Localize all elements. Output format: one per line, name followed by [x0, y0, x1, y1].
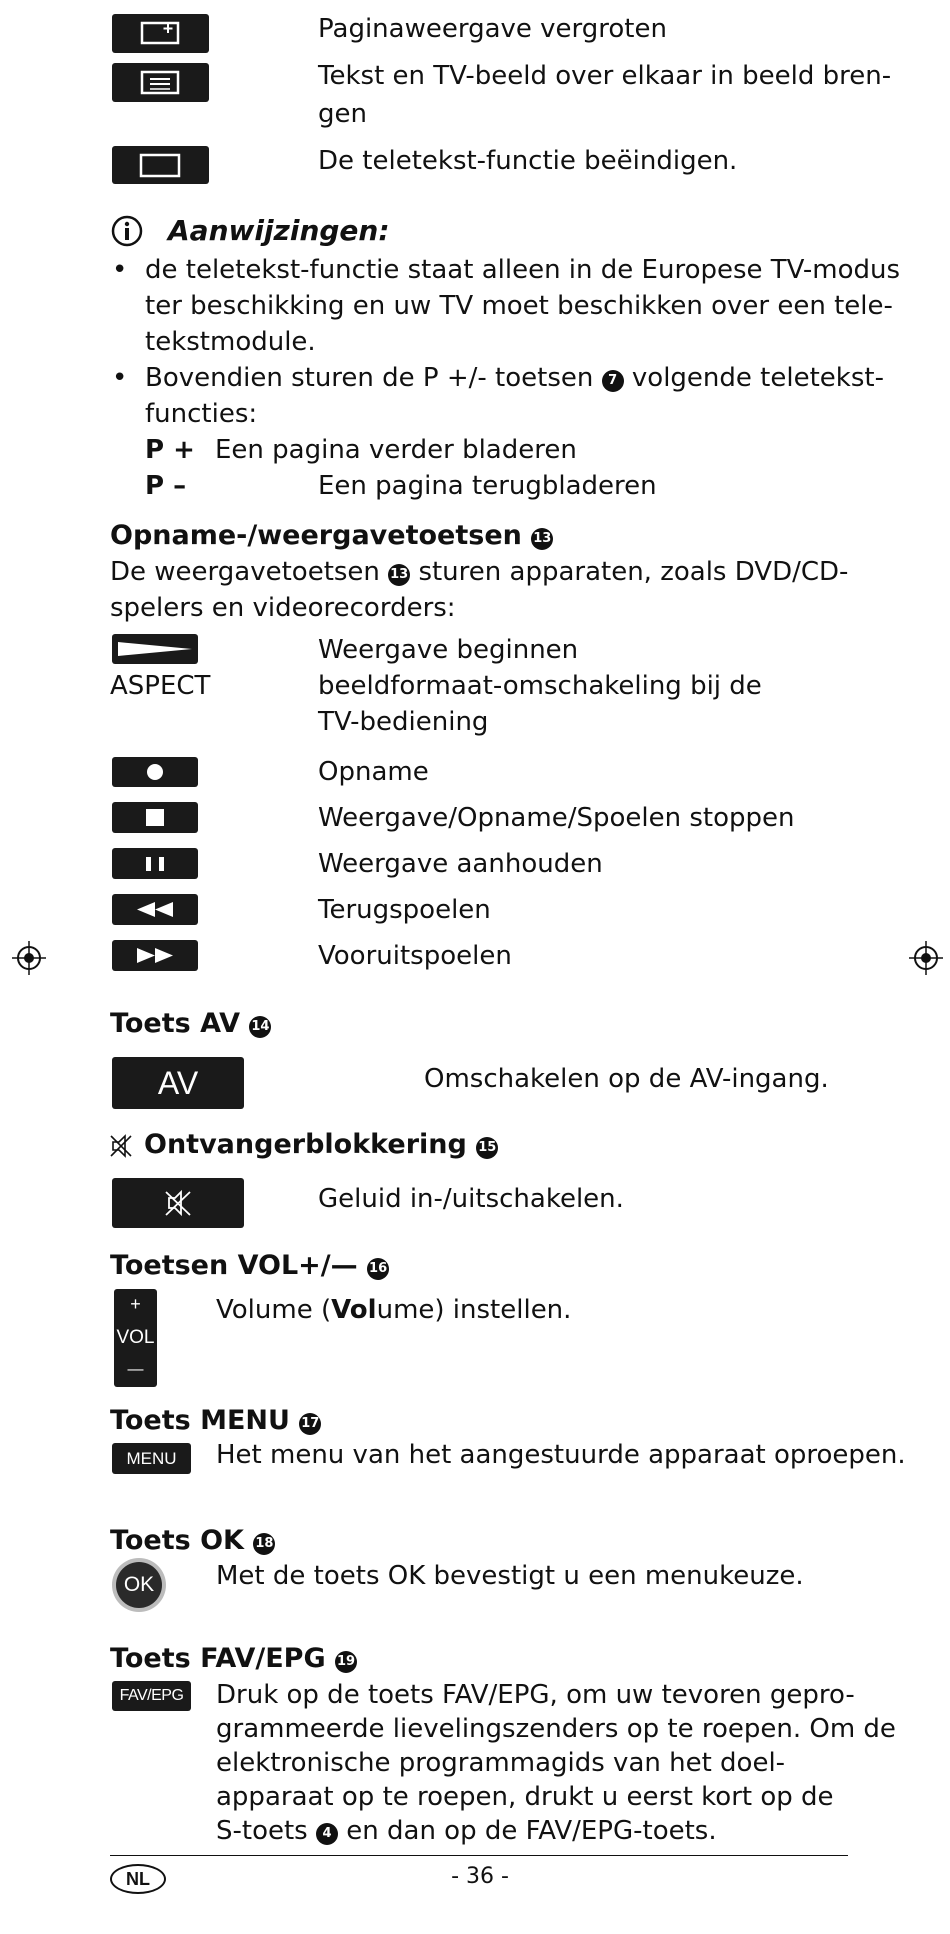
fast-forward-icon: [112, 940, 198, 971]
aspect-desc-line2: TV-bediening: [318, 707, 489, 737]
fast-forward-button[interactable]: [112, 940, 198, 971]
notes-bullet1-line1: de teletekst-functie staat alleen in de Europese TV-modus: [145, 255, 901, 285]
vol-heading: [110, 1248, 389, 1284]
notes-bullet1-line3: tekstmodule.: [145, 327, 316, 357]
tv-screen-icon: [112, 146, 209, 184]
playback-intro-text-a: De weergavetoetsen: [110, 557, 380, 587]
mute-button[interactable]: [112, 1178, 244, 1228]
fav-heading-text: Toets FAV/EPG: [110, 1643, 326, 1674]
vol-desc-b: ume) instellen.: [376, 1295, 572, 1325]
ref-number-badge: 4: [316, 1823, 338, 1845]
playback-intro-line2: spelers en videorecorders:: [110, 593, 456, 623]
notes-bullet2-line1: [145, 360, 884, 396]
fav-epg-button-label: FAV/EPG: [119, 1687, 184, 1704]
zoom-page-button[interactable]: [112, 14, 209, 53]
notes-bullet2-text-a: Bovendien sturen de P +/- toetsen: [145, 363, 594, 393]
menu-button-label: MENU: [126, 1449, 177, 1468]
ref-number-badge: 7: [602, 370, 624, 392]
menu-heading: [110, 1403, 321, 1439]
fav-desc-line2: grammeerde lievelingszenders op te roepen. Om de: [216, 1714, 896, 1744]
play-desc: Weergave beginnen: [318, 635, 579, 665]
av-button-label: AV: [157, 1065, 199, 1101]
playback-intro-text-b: sturen apparaten, zoals DVD/CD-: [418, 557, 849, 587]
language-badge-text: NL: [126, 1869, 150, 1889]
notes-bullet2-line2: functies:: [145, 399, 258, 429]
record-desc: Opname: [318, 757, 429, 787]
vol-minus-label: —: [127, 1361, 144, 1378]
pause-icon: [112, 848, 198, 879]
language-badge: [110, 1864, 166, 1894]
ref-number-badge: 15: [476, 1137, 498, 1159]
info-icon: [110, 214, 144, 248]
record-icon: [112, 757, 198, 787]
menu-desc: Het menu van het aangestuurde apparaat oproepen.: [216, 1440, 906, 1470]
play-icon: [112, 634, 198, 664]
vol-desc-a: Volume (: [216, 1295, 332, 1325]
av-heading: [110, 1006, 271, 1042]
mix-text-icon: [112, 63, 209, 102]
playback-heading-text: Opname-/weergavetoetsen: [110, 520, 522, 551]
aspect-key-label: ASPECT: [110, 671, 211, 701]
ref-number-badge: 14: [249, 1016, 271, 1038]
av-button[interactable]: [112, 1057, 244, 1109]
fav-desc-line5: [216, 1813, 717, 1849]
vol-desc-bold: Vol: [331, 1295, 377, 1325]
page-number: - 36 -: [451, 1864, 509, 1889]
mute-icon: [112, 1178, 244, 1228]
stop-desc: Weergave/Opname/Spoelen stoppen: [318, 803, 795, 833]
teletext-exit-button[interactable]: [112, 146, 209, 184]
fav-desc-line1: Druk op de toets FAV/EPG, om uw tevoren gepro-: [216, 1680, 855, 1710]
p-minus-desc: Een pagina terugbladeren: [318, 471, 657, 501]
pause-button[interactable]: [112, 848, 198, 879]
fast-forward-desc: Vooruitspoelen: [318, 941, 512, 971]
ref-number-badge: 18: [253, 1533, 275, 1555]
ok-heading: [110, 1523, 275, 1559]
crosshair-registration-mark-icon: [12, 941, 46, 975]
mix-text-tv-button[interactable]: [112, 63, 209, 102]
notes-bullet1-line2: ter beschikking en uw TV moet beschikken over een tele-: [145, 291, 893, 321]
vol-plus-label: +: [130, 1294, 141, 1314]
ref-number-badge: 13: [388, 564, 410, 586]
fav-desc-line3: elektronische programmagids van het doel-: [216, 1748, 786, 1778]
stop-icon: [112, 802, 198, 833]
fav-line5-text-b: en dan op de FAV/EPG-toets.: [346, 1816, 717, 1846]
notes-bullet2-text-b: volgende teletekst-: [631, 363, 884, 393]
zoom-page-desc: Paginaweergave vergroten: [318, 14, 667, 44]
stop-button[interactable]: [112, 802, 198, 833]
notes-heading: Aanwijzingen:: [168, 214, 390, 247]
vol-heading-text: Toetsen VOL+/—: [110, 1250, 358, 1281]
playback-heading: [110, 518, 553, 554]
ok-button[interactable]: [112, 1558, 166, 1612]
mute-heading: [144, 1127, 498, 1163]
av-heading-text: Toets AV: [110, 1008, 241, 1039]
crosshair-registration-mark-icon: [909, 941, 943, 975]
mix-text-desc-line2: gen: [318, 99, 367, 129]
fav-epg-button[interactable]: [112, 1681, 191, 1711]
teletext-exit-desc: De teletekst-functie beëindigen.: [318, 146, 738, 176]
ref-number-badge: 16: [367, 1258, 389, 1280]
rewind-icon: [112, 894, 198, 925]
mix-text-desc-line1: Tekst en TV-beeld over elkaar in beeld bren-: [318, 61, 892, 91]
record-button[interactable]: [112, 757, 198, 787]
ok-heading-text: Toets OK: [110, 1525, 244, 1556]
rewind-desc: Terugspoelen: [318, 895, 491, 925]
playback-intro-line1: [110, 554, 848, 590]
ref-number-badge: 13: [531, 528, 553, 550]
ref-number-badge: 17: [299, 1413, 321, 1435]
footer-rule: [110, 1855, 848, 1856]
bullet-dot: •: [112, 363, 128, 393]
p-plus-key-label: P +: [145, 435, 195, 465]
zoom-page-icon: [112, 14, 209, 53]
volume-rocker-button[interactable]: [114, 1289, 157, 1387]
av-desc: Omschakelen op de AV-ingang.: [424, 1064, 829, 1094]
menu-heading-text: Toets MENU: [110, 1405, 290, 1436]
p-minus-key-label: P –: [145, 471, 187, 501]
play-button[interactable]: [112, 634, 198, 664]
fav-desc-line4: apparaat op te roepen, drukt u eerst kort op de: [216, 1782, 834, 1812]
vol-key-label: VOL: [116, 1327, 155, 1348]
mute-heading-text: Ontvangerblokkering: [144, 1129, 467, 1160]
rewind-button[interactable]: [112, 894, 198, 925]
aspect-desc-line1: beeldformaat-omschakeling bij de: [318, 671, 762, 701]
menu-button[interactable]: [112, 1443, 191, 1474]
ok-desc: Met de toets OK bevestigt u een menukeuze.: [216, 1561, 804, 1591]
fav-line5-text-a: S-toets: [216, 1816, 308, 1846]
vol-desc: [216, 1292, 571, 1328]
mute-speaker-icon: [110, 1133, 134, 1159]
bullet-dot: •: [112, 255, 128, 285]
mute-desc: Geluid in-/uitschakelen.: [318, 1184, 624, 1214]
p-plus-desc: Een pagina verder bladeren: [215, 435, 577, 465]
fav-heading: [110, 1641, 357, 1677]
ok-button-label: OK: [116, 1562, 162, 1608]
pause-desc: Weergave aanhouden: [318, 849, 603, 879]
ref-number-badge: 19: [335, 1651, 357, 1673]
